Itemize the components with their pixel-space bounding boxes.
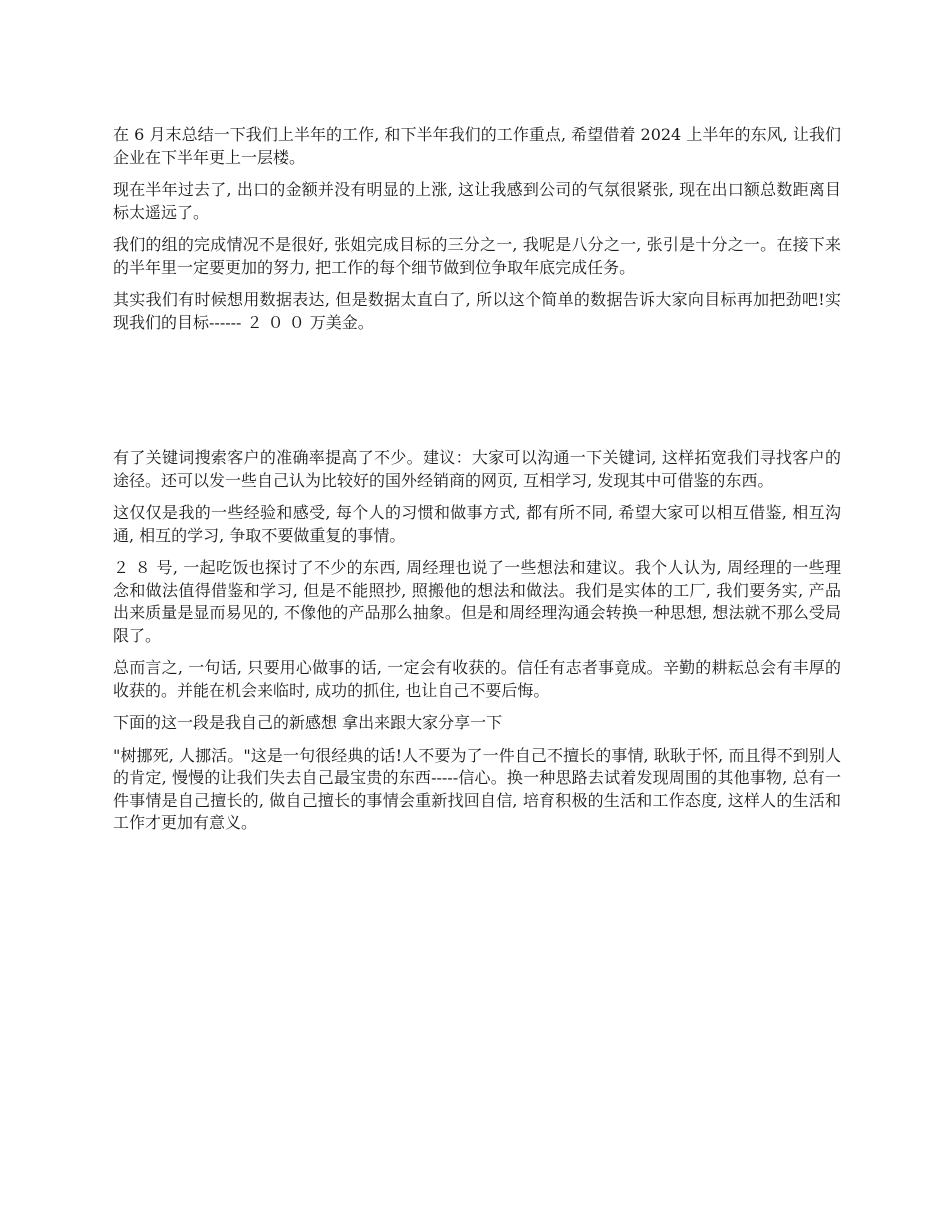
paragraph-sharing-intro: 下面的这一段是我自己的新感想 拿出来跟大家分享一下 [113, 713, 503, 732]
paragraph-experience: 这仅仅是我的一些经验和感受, 每个人的习惯和做事方式, 都有所不同, 希望大家可以相互借鉴, 相互沟通, 相互的学习, 争取不要做重复的事情。 [113, 503, 841, 545]
section-spacer [113, 344, 841, 447]
paragraph-dinner-discussion: ２ ８ 号, 一起吃饭也探讨了不少的东西, 周经理也说了一些想法和建议。我个人认为, 周经理的一些理念和做法值得借鉴和学习, 但是不能照抄, 照搬他的想法和做法。我们是实体的工厂, 我们要务实, 产品出来质量是显而易见的, 不像他的产品那么抽象。但是和周经理沟通会转换一种思想, 想法就不那么受局限了。 [113, 558, 841, 645]
paragraph-new-thoughts: "树挪死, 人挪活。"这是一句很经典的话!人不要为了一件自己不擅长的事情, 耿耿于怀, 而且得不到别人的肯定, 慢慢的让我们失去自己最宝贵的东西-----信心。换一种思路去试着发现周围的其他事物, 总有一件事情是自己擅长的, 做自己擅长的事情会重新找回自信, 培育积极的生活和工作态度, 这样人的生活和工作才更加有意义。 [113, 745, 841, 832]
paragraph-team-progress: 我们的组的完成情况不是很好, 张姐完成目标的三分之一, 我呢是八分之一, 张引是十分之一。在接下来的半年里一定要更加的努力, 把工作的每个细节做到位争取年底完成任务。 [113, 235, 841, 277]
paragraph-conclusion: 总而言之, 一句话, 只要用心做事的话, 一定会有收获的。信任有志者事竟成。辛勤的耕耘总会有丰厚的收获的。并能在机会来临时, 成功的抓住, 也让自己不要后悔。 [113, 658, 841, 700]
paragraph-summary-intro: 在 6 月末总结一下我们上半年的工作, 和下半年我们的工作重点, 希望借着 2024 上半年的东风, 让我们企业在下半年更上一层楼。 [113, 125, 841, 167]
paragraph-keyword-search: 有了关键词搜索客户的准确率提高了不少。建议：大家可以沟通一下关键词, 这样拓宽我们寻找客户的途径。还可以发一些自己认为比较好的国外经销商的网页, 互相学习, 发现其中可借鉴的东西。 [113, 448, 841, 490]
document-page [113, 124, 841, 845]
paragraph-export-status: 现在半年过去了, 出口的金额并没有明显的上涨, 这让我感到公司的气氛很紧张, 现在出口额总数距离目标太遥远了。 [113, 180, 841, 222]
paragraph-target-goal: 其实我们有时候想用数据表达, 但是数据太直白了, 所以这个简单的数据告诉大家向目标再加把劲吧!实现我们的目标------ ２ ０ ０ 万美金。 [113, 290, 841, 332]
